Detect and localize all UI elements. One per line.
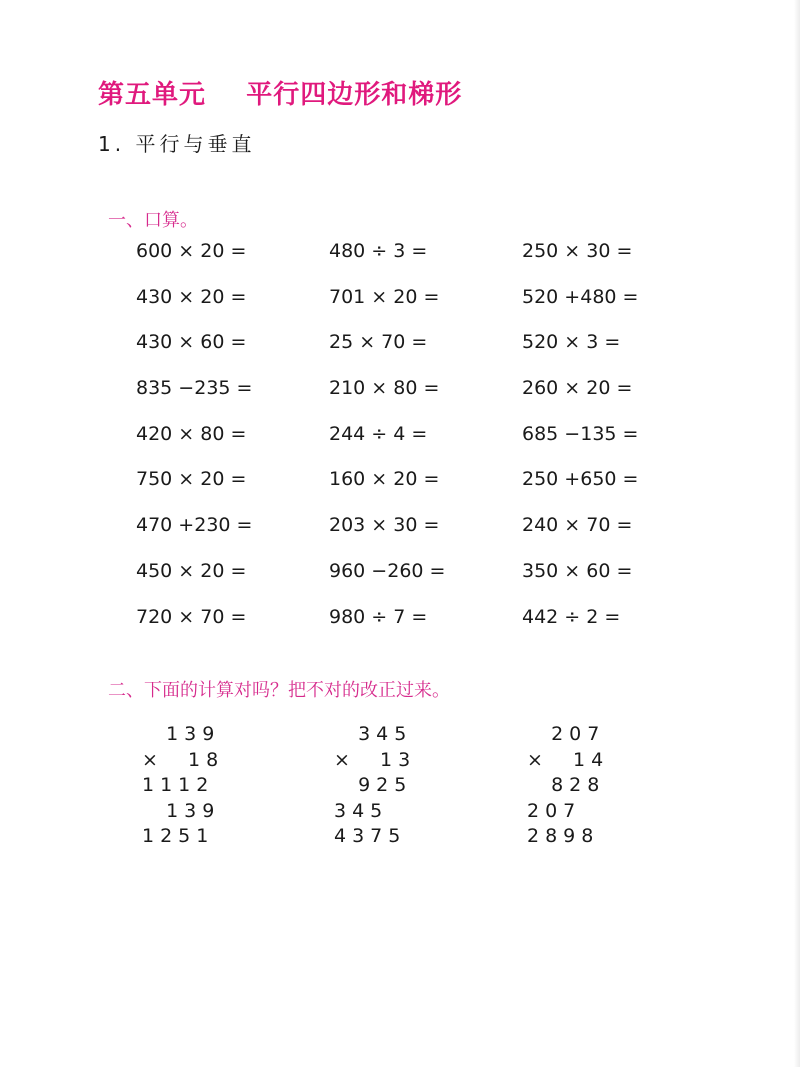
calc-line: 139 xyxy=(142,799,221,822)
oral-item: 203 × 30 = xyxy=(329,514,440,537)
oral-item: 430 × 60 = xyxy=(136,331,247,354)
oral-item: 210 × 80 = xyxy=(329,377,440,400)
oral-item: 420 × 80 = xyxy=(136,422,247,445)
calc-line: × 14 xyxy=(527,748,610,771)
oral-item: 750 × 20 = xyxy=(136,468,247,491)
vertical-calc-3 xyxy=(527,722,609,850)
calc-line: 207 xyxy=(527,799,582,822)
oral-item: 160 × 20 = xyxy=(329,468,440,491)
oral-item: 350 × 60 = xyxy=(522,559,633,582)
oral-item: 720 × 70 = xyxy=(136,605,247,628)
oral-item: 244 ÷ 4 = xyxy=(329,422,428,445)
oral-item: 25 × 70 = xyxy=(329,331,428,354)
lesson-title: 1. 平行与垂直 xyxy=(98,132,256,156)
calc-line: 207 xyxy=(527,723,606,745)
oral-calc-grid xyxy=(136,236,715,647)
calc-line: 139 xyxy=(142,723,221,745)
oral-item: 240 × 70 = xyxy=(522,514,633,537)
calc-line: 345 xyxy=(334,723,413,745)
oral-item: 835 −235 = xyxy=(136,377,253,400)
calc-line: × 18 xyxy=(142,748,225,771)
section-oral-heading: 一、口算。 xyxy=(108,210,198,231)
vertical-calc-2 xyxy=(334,722,416,850)
oral-item: 250 +650 = xyxy=(522,468,639,491)
oral-item: 600 × 20 = xyxy=(136,240,247,262)
calc-line: 2898 xyxy=(527,825,600,847)
oral-item: 480 ÷ 3 = xyxy=(329,240,428,262)
calc-line: 1251 xyxy=(142,825,215,847)
oral-item: 430 × 20 = xyxy=(136,285,247,308)
unit-title: 第五单元 平行四边形和梯形 xyxy=(98,80,463,110)
calc-line: 345 xyxy=(334,799,389,822)
oral-item: 450 × 20 = xyxy=(136,559,247,582)
oral-item: 701 × 20 = xyxy=(329,285,440,308)
oral-item: 470 +230 = xyxy=(136,514,253,537)
calc-line: 1112 xyxy=(142,774,215,796)
oral-item: 960 −260 = xyxy=(329,559,446,582)
page-edge xyxy=(794,0,800,1067)
oral-item: 520 +480 = xyxy=(522,285,639,308)
oral-item: 980 ÷ 7 = xyxy=(329,605,428,628)
vertical-calc-1 xyxy=(142,722,224,850)
section-check-heading: 二、下面的计算对吗？把不对的改正过来。 xyxy=(108,680,450,701)
calc-line: × 13 xyxy=(334,748,417,771)
oral-item: 520 × 3 = xyxy=(522,331,621,354)
calc-line: 828 xyxy=(527,774,606,796)
oral-item: 442 ÷ 2 = xyxy=(522,605,621,628)
calc-line: 4375 xyxy=(334,825,407,847)
oral-item: 260 × 20 = xyxy=(522,377,633,400)
calc-line: 925 xyxy=(334,774,413,796)
oral-item: 685 −135 = xyxy=(522,422,639,445)
oral-item: 250 × 30 = xyxy=(522,240,633,262)
